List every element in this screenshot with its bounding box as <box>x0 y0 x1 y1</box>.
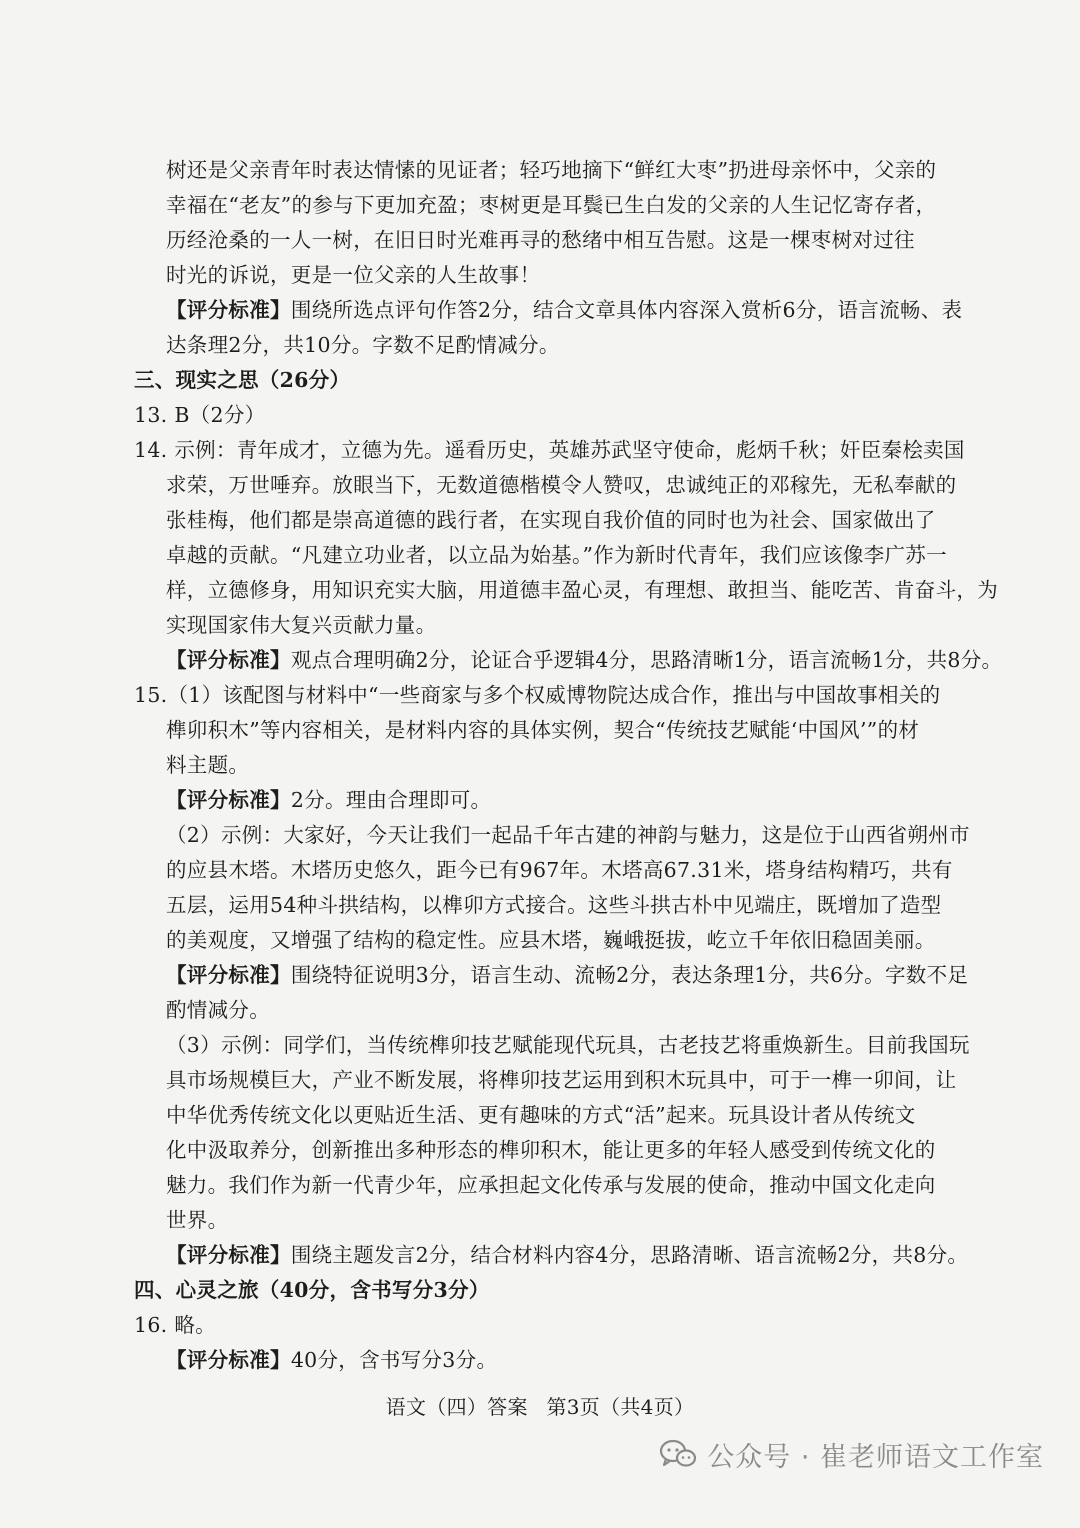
criteria-label: 【评分标准】 <box>166 648 291 672</box>
criteria-text: 围绕特征说明3分，语言生动、流畅2分，表达条理1分，共6分。字数不足 <box>290 963 969 987</box>
scoring-criteria <box>166 1240 969 1270</box>
text-line: 五层，运用54种斗拱结构，以榫卯方式接合。这些斗拱古朴中见端庄，既增加了造型 <box>166 893 942 917</box>
sub-question-2: （2）示例：大家好，今天让我们一起品千年古建的神韵与魅力，这是位于山西省朔州市 <box>166 823 970 847</box>
text-line: 化中汲取养分，创新推出多种形态的榫卯积木，能让更多的年轻人感受到传统文化的 <box>166 1138 936 1162</box>
criteria-label: 【评分标准】 <box>166 1243 291 1267</box>
text-line: 的美观度，又增强了结构的稳定性。应县木塔，巍峨挺拔，屹立千年依旧稳固美丽。 <box>166 928 936 952</box>
text-line: 世界。 <box>166 1208 229 1232</box>
text-line: 魅力。我们作为新一代青少年，应承担起文化传承与发展的使命，推动中国文化走向 <box>166 1173 936 1197</box>
sub-question-3: （3）示例：同学们，当传统榫卯技艺赋能现代玩具，古老技艺将重焕新生。目前我国玩 <box>166 1033 970 1057</box>
text-line: 树还是父亲青年时表达情愫的见证者；轻巧地摘下“鲜红大枣”扔进母亲怀中，父亲的 <box>166 158 937 182</box>
text-line: 达条理2分，共10分。字数不足酌情减分。 <box>166 333 560 357</box>
text-line: 实现国家伟大复兴贡献力量。 <box>166 613 437 637</box>
criteria-label: 【评分标准】 <box>166 963 291 987</box>
text-line: 的应县木塔。木塔历史悠久，距今已有967年。木塔高67.31米，塔身结构精巧，共有 <box>166 858 953 882</box>
text-line: 样，立德修身，用知识充实大脑，用道德丰盈心灵，有理想、敢担当、能吃苦、肯奋斗，为 <box>166 578 998 602</box>
criteria-text: 2分。理由合理即可。 <box>290 788 492 812</box>
text-line: 历经沧桑的一人一树，在旧日时光难再寻的愁绪中相互告慰。这是一棵枣树对过往 <box>166 228 915 252</box>
text-line: 料主题。 <box>166 753 250 777</box>
criteria-label: 【评分标准】 <box>166 298 291 322</box>
scoring-criteria <box>166 785 946 815</box>
footer-subject: 语文（四）答案 <box>385 1395 528 1419</box>
question-16: 16. 略。 <box>134 1313 216 1337</box>
criteria-text: 观点合理明确2分，论证合乎逻辑4分，思路清晰1分，语言流畅1分，共8分。 <box>290 648 1003 672</box>
text-line: 时光的诉说，更是一位父亲的人生故事！ <box>166 263 541 287</box>
question-14: 14. 示例：青年成才，立德为先。遥看历史，英雄苏武坚守使命，彪炳千秋；奸臣秦桧卖国 <box>134 438 965 462</box>
criteria-label: 【评分标准】 <box>166 788 291 812</box>
scoring-criteria <box>166 645 1003 675</box>
scoring-criteria <box>166 1345 946 1375</box>
text-line: 榫卯积木”等内容相关，是材料内容的具体实例，契合“传统技艺赋能‘中国风’”的材 <box>166 718 920 742</box>
text-line: 卓越的贡献。“凡建立功业者，以立品为始基。”作为新时代青年，我们应该像李广苏一 <box>166 543 947 567</box>
section-heading: 三、现实之思（26分） <box>134 368 351 392</box>
page-footer <box>0 1392 1080 1422</box>
text-line: 中华优秀传统文化以更贴近生活、更有趣味的方式“活”起来。玩具设计者从传统文 <box>166 1103 916 1127</box>
criteria-text: 围绕所选点评句作答2分，结合文章具体内容深入赏析6分，语言流畅、表 <box>290 298 963 322</box>
section-heading: 四、心灵之旅（40分，含书写分3分） <box>134 1278 490 1302</box>
question-13: 13. B（2分） <box>134 403 266 427</box>
text-line: 酌情减分。 <box>166 998 270 1022</box>
criteria-text: 40分，含书写分3分。 <box>290 1348 498 1372</box>
criteria-text: 围绕主题发言2分，结合材料内容4分，思路清晰、语言流畅2分，共8分。 <box>290 1243 969 1267</box>
scoring-criteria <box>166 960 969 990</box>
criteria-label: 【评分标准】 <box>166 1348 291 1372</box>
watermark-text: 公众号 · 崔老师语文工作室 <box>707 1441 1044 1473</box>
footer-page-number: 第3页（共4页） <box>546 1395 695 1419</box>
watermark <box>659 1434 1044 1474</box>
question-15: 15.（1）该配图与材料中“一些商家与多个权威博物院达成合作，推出与中国故事相关的 <box>134 683 941 707</box>
text-line: 张桂梅，他们都是崇高道德的践行者，在实现自我价值的同时也为社会、国家做出了 <box>166 508 936 532</box>
text-line: 求荣，万世唾弃。放眼当下，无数道德楷模令人赞叹，忠诚纯正的邓稼先，无私奉献的 <box>166 473 957 497</box>
wechat-icon <box>659 1439 697 1469</box>
text-line: 幸福在“老友”的参与下更加充盈；枣树更是耳鬓已生白发的父亲的人生记忆寄存者， <box>166 193 937 217</box>
scoring-criteria <box>166 295 963 325</box>
text-line: 具市场规模巨大，产业不断发展，将榫卯技艺运用到积木玩具中，可于一榫一卯间，让 <box>166 1068 957 1092</box>
